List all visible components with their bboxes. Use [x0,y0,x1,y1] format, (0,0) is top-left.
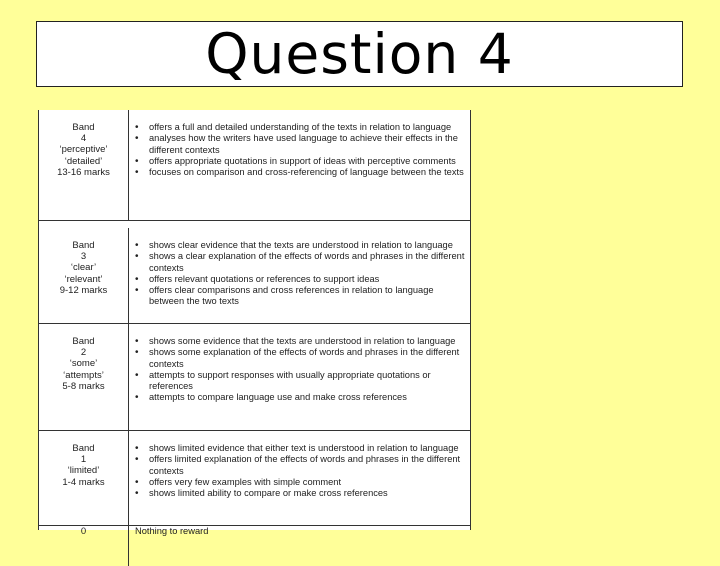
band-label-cell [39,324,129,430]
criterion-item: • shows limited evidence that either text is understood in relation to language [129,443,466,454]
band-label-line: Band [72,443,95,454]
band-label-cell [39,431,129,525]
band-label-line: Band [72,122,95,133]
criterion-item: • offers clear comparisons and cross references in relation to language between the two texts [129,285,466,308]
band-label-line: ‘detailed’ [64,155,103,167]
criterion-item: • offers very few examples with simple comment [129,477,466,488]
band-label-cell [39,228,129,323]
band-label-line: ‘attempts’ [63,369,104,381]
band-label-cell [39,110,129,220]
band-row-3 [39,228,470,324]
criterion-item: • shows some explanation of the effects of words and phrases in the different contexts [129,347,466,370]
band-label-cell [39,526,129,566]
band-row-4 [39,110,470,221]
criterion-item: • offers limited explanation of the effects of words and phrases in the different contexts [129,454,466,477]
band-label-line: Band [72,336,95,347]
criterion-item: • focuses on comparison and cross-referencing of language between the texts [129,167,466,178]
criterion-item: • attempts to compare language use and make cross references [129,392,466,403]
band-criteria-cell [129,228,470,323]
band-label-line: ‘limited’ [67,465,100,477]
title-box [36,21,683,87]
band-label-line: 13-16 marks [57,166,110,178]
band-label-line: 2 [80,347,87,359]
criterion-item: • offers relevant quotations or references to support ideas [129,274,466,285]
band-criteria-cell [129,526,470,566]
criterion-item: • offers a full and detailed understanding of the texts in relation to language [129,122,466,133]
band-label-line: ‘perceptive’ [59,144,108,156]
band-row-0 [39,526,470,566]
band-criteria-cell [129,324,470,430]
band-label-line: 9-12 marks [59,284,108,296]
criterion-item: Nothing to reward [135,526,209,536]
band-label-line: 4 [80,133,87,145]
criterion-item: • analyses how the writers have used language to achieve their effects in the different contexts [129,133,466,156]
band-label-line: ‘some’ [69,358,98,370]
band-label-line: ‘clear’ [70,262,97,274]
band-label-line: 5-8 marks [62,380,105,392]
band-row-2 [39,324,470,431]
criterion-item: • shows limited ability to compare or make cross references [129,488,466,499]
criterion-item: • offers appropriate quotations in support of ideas with perceptive comments [129,156,466,167]
band-label-line: Band [72,240,95,251]
band-label-line: 1 [80,454,87,466]
band-row-1 [39,431,470,526]
criterion-item: • shows clear evidence that the texts are understood in relation to language [129,240,466,251]
band-label-line: ‘relevant’ [64,273,103,285]
band-criteria-cell [129,110,470,220]
criterion-item: • attempts to support responses with usually appropriate quotations or references [129,370,466,393]
band-criteria-cell [129,431,470,525]
slide-title: Question 4 [205,21,514,86]
band-label-line: 0 [80,526,87,537]
mark-scheme-table [38,110,471,537]
criterion-item: • shows a clear explanation of the effects of words and phrases in the different contexts [129,251,466,274]
criterion-item: • shows some evidence that the texts are understood in relation to language [129,336,466,347]
band-label-line: 1-4 marks [62,476,105,488]
band-label-line: 3 [80,251,87,263]
